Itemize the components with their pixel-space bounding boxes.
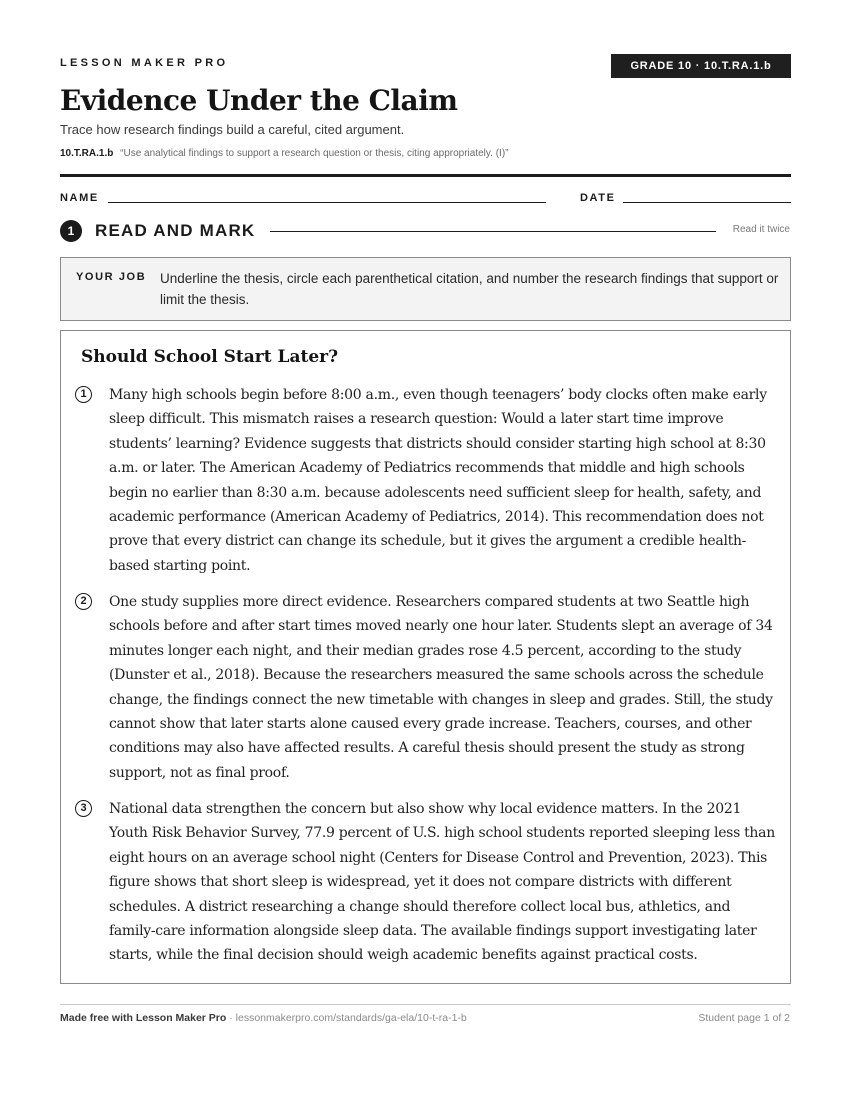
name-label: NAME <box>60 192 99 204</box>
paragraph-text: Many high schools begin before 8:00 a.m., even though teenagers’ body clocks often make early sleep difficult. This mismatch raises a research question: Would a later start time improve students’ learning? Evidence suggests that districts should consider starting high school at 8:30 a.m. or later. The American Academy of Pediatrics recommends that middle and high schools begin no earlier than 8:30 a.m. because adolescents need sufficient sleep for health, safety, and academic performance (American Academy of Pediatrics, 2014). This recommendation does not prove that every district can change its schedule, but it gives the argument a credible health-based starting point. <box>109 387 767 574</box>
paragraph-number: 3 <box>75 800 92 817</box>
footer-divider <box>60 1004 791 1005</box>
standard-text: “Use analytical findings to support a research question or thesis, citing appropriately. (I)” <box>120 148 509 159</box>
date-field[interactable] <box>623 202 791 203</box>
paragraph-text: National data strengthen the concern but also show why local evidence matters. In the 2021 Youth Risk Behavior Survey, 77.9 percent of U.S. high school students reported sleeping less than eight hours on an average school night (Centers for Disease Control and Prevention, 2023). This figure shows that short sleep is widespread, yet it does not compare districts with different schedules. A district researching a change should therefore collect local bus, athletics, and family-care information alongside sleep data. The available findings support investigating later starts, while the final decision should weigh academic benefits against practical costs. <box>109 801 775 964</box>
section-number-badge: 1 <box>60 220 82 242</box>
footer-credit <box>60 1012 467 1024</box>
footer-made-with: Made free with Lesson Maker Pro <box>60 1012 227 1024</box>
footer-url[interactable]: · lessonmakerpro.com/standards/ga-ela/10-t-ra-1-b <box>226 1012 467 1024</box>
grade-badge: GRADE 10 · 10.T.RA.1.b <box>611 54 791 78</box>
paragraph-number: 2 <box>75 593 92 610</box>
instructions-text: Underline the thesis, circle each parenthetical citation, and number the research findings that support or limit the thesis. <box>160 271 779 307</box>
section-title: READ AND MARK <box>95 221 256 240</box>
instructions-box <box>60 257 791 321</box>
standard-line <box>60 148 508 159</box>
section-divider <box>270 231 716 232</box>
paragraph-number: 1 <box>75 386 92 403</box>
instructions-label: YOUR JOB <box>76 271 147 283</box>
name-field[interactable] <box>108 202 546 203</box>
header-divider <box>60 174 791 177</box>
date-label: DATE <box>580 192 616 204</box>
page-subtitle: Trace how research findings build a careful, cited argument. <box>60 122 405 137</box>
standard-code: 10.T.RA.1.b <box>60 148 114 159</box>
footer-page-number: Student page 1 of 2 <box>698 1012 790 1024</box>
section-note: Read it twice <box>732 224 790 235</box>
passage-title: Should School Start Later? <box>81 347 339 367</box>
paragraph-text: One study supplies more direct evidence. Researchers compared students at two Seattle high schools before and after start times moved nearly one hour later. Students slept an average of 34 minutes longer each night, and their median grades rose 4.5 percent, according to the study (Dunster et al., 2018). Because the researchers measured the same schools across the schedule change, the findings connect the new timetable with changes in sleep and grades. Still, the study cannot show that later starts alone caused every grade increase. Teachers, courses, and other conditions may also have affected results. A careful thesis should present the study as strong support, not as final proof. <box>109 594 773 781</box>
brand-name: LESSON MAKER PRO <box>60 57 229 69</box>
reading-passage <box>60 330 791 984</box>
page-title: Evidence Under the Claim <box>60 84 458 117</box>
